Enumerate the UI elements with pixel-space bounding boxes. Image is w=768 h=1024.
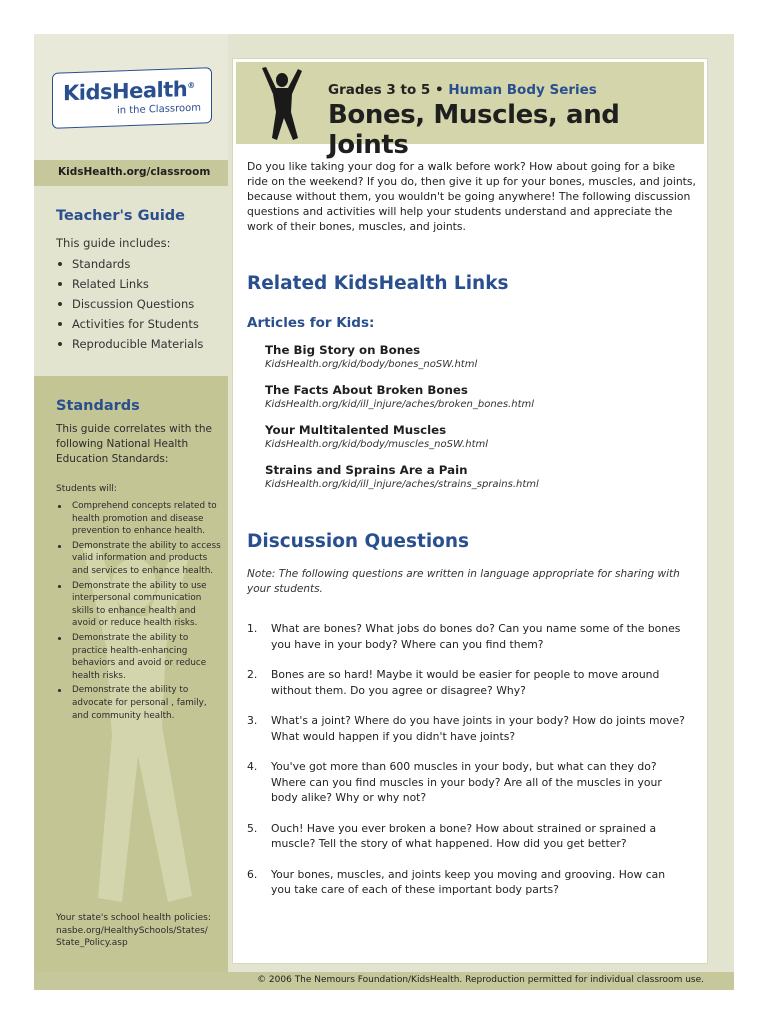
article-link[interactable] <box>265 423 685 450</box>
standard-item: Demonstrate the ability to use interpersonal communication skills to enhance health and avoid or reduce health risks. <box>56 580 221 630</box>
standard-item: Demonstrate the ability to practice health-enhancing behaviors and avoid or reduce health risks. <box>56 632 221 682</box>
question-text: What's a joint? Where do you have joints in your body? How do joints move? What would happen if you didn't have joints? <box>271 714 685 743</box>
question-text: Your bones, muscles, and joints keep you moving and grooving. How can you take care of each of these important body parts? <box>271 867 666 896</box>
guide-item-reproducible-materials: Reproducible Materials <box>56 334 203 354</box>
question-item <box>247 759 687 806</box>
question-text: Ouch! Have you ever broken a bone? How about strained or sprained a muscle? Tell the story of what happened. How did you get better? <box>271 821 657 850</box>
standard-item: Comprehend concepts related to health promotion and disease prevention to enhance health. <box>56 500 221 538</box>
sidebar <box>34 34 228 980</box>
question-item <box>247 821 687 852</box>
guide-item-discussion-questions: Discussion Questions <box>56 294 203 314</box>
guide-item-activities: Activities for Students <box>56 314 203 334</box>
question-item <box>247 713 687 744</box>
question-item <box>247 621 687 652</box>
header-banner <box>236 62 704 160</box>
logo-reg-mark: ® <box>187 80 195 91</box>
article-url[interactable]: KidsHealth.org/kid/ill_injure/aches/strains_sprains.html <box>265 479 539 490</box>
standards-intro: This guide correlates with the following National Health Education Standards: <box>56 423 212 465</box>
series-label: Human Body Series <box>448 82 597 98</box>
teachers-guide-section <box>34 186 228 376</box>
question-item <box>247 667 687 698</box>
guide-item-related-links: Related Links <box>56 274 203 294</box>
article-title: The Big Story on Bones <box>265 343 421 357</box>
state-policy-link-line2[interactable]: State_Policy.asp <box>56 938 128 948</box>
guide-intro: This guide includes: <box>56 236 171 250</box>
main-content <box>232 58 708 964</box>
article-link[interactable] <box>265 463 685 490</box>
article-title: The Facts About Broken Bones <box>265 383 468 397</box>
footer-bar <box>34 972 734 990</box>
article-url[interactable]: KidsHealth.org/kid/ill_injure/aches/broken_bones.html <box>265 399 535 410</box>
article-url[interactable]: KidsHealth.org/kid/body/bones_noSW.html <box>265 359 478 370</box>
question-text: What are bones? What jobs do bones do? Can you name some of the bones you have in your body? Where can you find them? <box>271 622 681 651</box>
question-text: Bones are so hard! Maybe it would be easier for people to move around without them. Do you agree or disagree? Why? <box>271 668 660 697</box>
guide-item-standards: Standards <box>56 254 203 274</box>
logo-main-text: KidsHealth <box>63 77 188 106</box>
question-item <box>247 867 687 898</box>
discussion-note: Note: The following questions are written in language appropriate for sharing with your students. <box>247 568 680 595</box>
state-policy-note <box>56 912 226 950</box>
article-url[interactable]: KidsHealth.org/kid/body/muscles_noSW.html <box>265 439 489 450</box>
related-links-heading: Related KidsHealth Links <box>247 273 509 294</box>
state-policy-label: Your state's school health policies: <box>56 913 211 923</box>
standards-section <box>34 376 228 980</box>
question-number: 3. <box>247 714 258 727</box>
articles-for-kids-heading: Articles for Kids: <box>247 315 375 331</box>
jumping-kid-icon <box>260 66 304 142</box>
article-link[interactable] <box>265 383 685 410</box>
discussion-questions-heading: Discussion Questions <box>247 531 470 552</box>
grade-label: Grades 3 to 5 • <box>328 82 444 98</box>
question-number: 2. <box>247 668 258 681</box>
intro-paragraph: Do you like taking your dog for a walk before work? How about going for a bike ride on the weekend? If you do, then give it up for your bones, muscles, and joints, because without them, you wouldn't be going anywhere! The following discussion questions and activities will help your students understand and appreciate the work of their bones, muscles, and joints. <box>247 160 696 233</box>
article-title: Strains and Sprains Are a Pain <box>265 463 468 477</box>
copyright-notice: © 2006 The Nemours Foundation/KidsHealth. Reproduction permitted for individual classroom use. <box>257 975 704 985</box>
site-url-bar <box>34 160 228 186</box>
grade-line <box>328 82 597 98</box>
question-number: 4. <box>247 760 258 773</box>
page-title: Bones, Muscles, and Joints <box>328 100 620 160</box>
state-policy-link-line1[interactable]: nasbe.org/HealthySchools/States/ <box>56 925 208 936</box>
teachers-guide-heading: Teacher's Guide <box>56 208 186 224</box>
article-link[interactable] <box>265 343 685 370</box>
kidshealth-logo[interactable] <box>52 67 212 129</box>
question-list <box>247 621 687 898</box>
site-url-link[interactable]: KidsHealth.org/classroom <box>58 166 211 178</box>
page <box>34 34 734 990</box>
question-number: 1. <box>247 622 258 635</box>
question-number: 6. <box>247 867 258 881</box>
logo-area <box>34 34 228 160</box>
logo-subtitle: in the Classroom <box>116 102 201 117</box>
students-will-label: Students will: <box>56 484 117 494</box>
standard-item: Demonstrate the ability to advocate for personal , family, and community health. <box>56 684 221 722</box>
question-number: 5. <box>247 821 258 835</box>
guide-list <box>56 254 203 354</box>
article-title: Your Multitalented Muscles <box>265 423 447 437</box>
standard-item: Demonstrate the ability to access valid information and products and services to enhance health. <box>56 540 221 578</box>
standards-heading: Standards <box>56 398 140 414</box>
question-text: You've got more than 600 muscles in your body, but what can they do? Where can you find muscles in your body? Are all of the muscles in your body alike? Why or why not? <box>271 760 662 804</box>
standards-list <box>56 500 221 724</box>
